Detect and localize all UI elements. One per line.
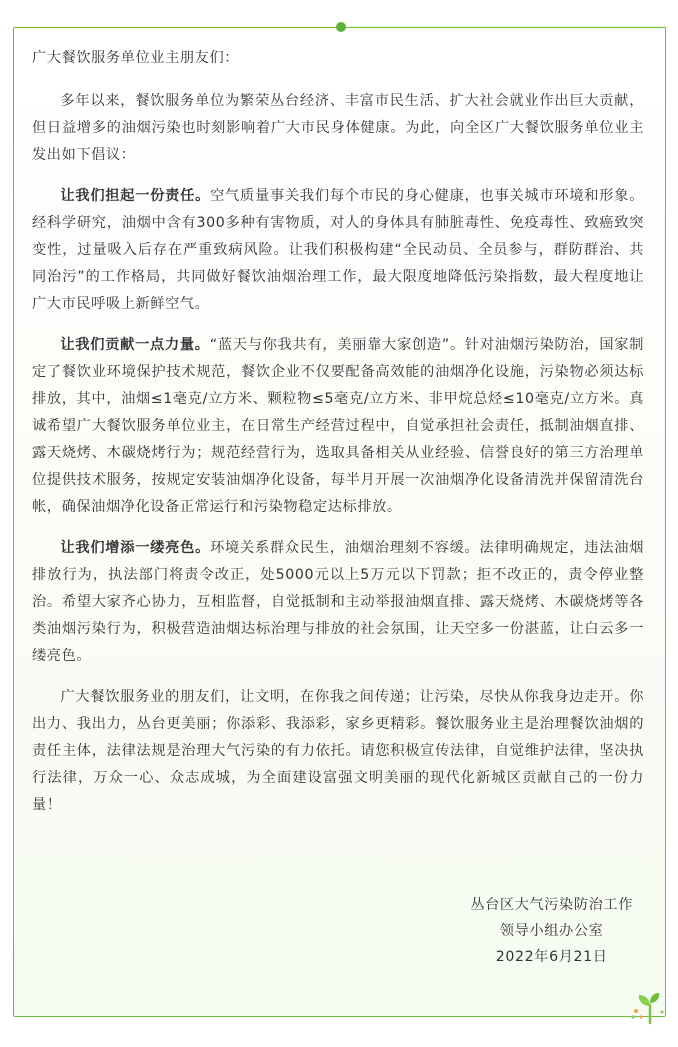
- section-paragraph-2: [32, 332, 644, 521]
- top-decor-dot: [336, 22, 346, 32]
- section-text-3: 环境关系群众民生，油烟治理刻不容缓。法律明确规定，违法油烟排放行为，执法部门将责令改正，处5000元以上5万元以下罚款；拒不改正的，责令停业整治。希望大家齐心协力，互相监督，自觉抵制和主动举报油烟直排、露天烧烤、木碳烧烤等各类油烟污染行为，积极营造油烟达标治理与排放的社会氛围，让天空多一份湛蓝，让白云多一缕亮色。: [32, 540, 644, 664]
- section-heading-2: 让我们贡献一点力量。: [60, 337, 210, 353]
- section-heading-3: 让我们增添一缕亮色。: [60, 540, 211, 556]
- section-paragraph-3: [32, 535, 644, 670]
- sprout-icon: [628, 987, 668, 1025]
- greeting: 广大餐饮服务单位业主朋友们：: [32, 50, 240, 66]
- section-text-2: “蓝天与你我共有，美丽靠大家创造”。针对油烟污染防治，国家制定了餐饮业环境保护技术规范，餐饮企业不仅要配备高效能的油烟净化设施，污染物必须达标排放，其中，油烟≤1毫克/立方米、颗粒物≤5毫克/立方米、非甲烷总烃≤10毫克/立方米。真诚希望广大餐饮服务单位业主，在日常生产经营过程中，自觉承担社会责任，抵制油烟直排、露天烧烤、木碳烧烤行为；规范经营行为，选取具备相关从业经验、信誉良好的第三方治理单位提供技术服务，按规定安装油烟净化设备，每半月开展一次油烟净化设备清洗并保留清洗台帐，确保油烟净化设备正常运行和污染物稳定达标排放。: [32, 337, 644, 515]
- section-text-1: 空气质量事关我们每个市民的身心健康，也事关城市环境和形象。经科学研究，油烟中含有300多种有害物质，对人的身体具有肺脏毒性、免疫毒性、致癌致突变性，过量吸入后存在严重致病风险。让我们积极构建“全民动员、全员参与，群防群治、共同治污”的工作格局，共同做好餐饮油烟治理工作，最大限度地降低污染指数，最大程度地让广大市民呼吸上新鲜空气。: [32, 188, 644, 312]
- signature-org-line2: 领导小组办公室: [499, 923, 604, 939]
- closing-paragraph: 广大餐饮服务业的朋友们，让文明，在你我之间传递；让污染，尽快从你我身边走开。你出力、我出力，丛台更美丽；你添彩、我添彩，家乡更精彩。餐饮服务业主是治理餐饮油烟的责任主体，法律法规是治理大气污染的有力依托。请您积极宣传法律，自觉维护法律，坚决执行法律，万众一心、众志成城，为全面建设富强文明美丽的现代化新城区贡献自己的一份力量！: [32, 689, 644, 813]
- intro-paragraph: 多年以来，餐饮服务单位为繁荣丛台经济、丰富市民生活、扩大社会就业作出巨大贡献，但日益增多的油烟污染也时刻影响着广大市民身体健康。为此，向全区广大餐饮服务单位业主发出如下倡议：: [32, 93, 644, 163]
- signature-date: 2022年6月21日: [495, 949, 608, 965]
- section-paragraph-1: [32, 183, 644, 318]
- letter-body: [32, 45, 644, 833]
- signature-org-line1: 丛台区大气污染防治工作: [470, 897, 633, 913]
- signature-block: [470, 892, 633, 970]
- section-heading-1: 让我们担起一份责任。: [60, 188, 211, 204]
